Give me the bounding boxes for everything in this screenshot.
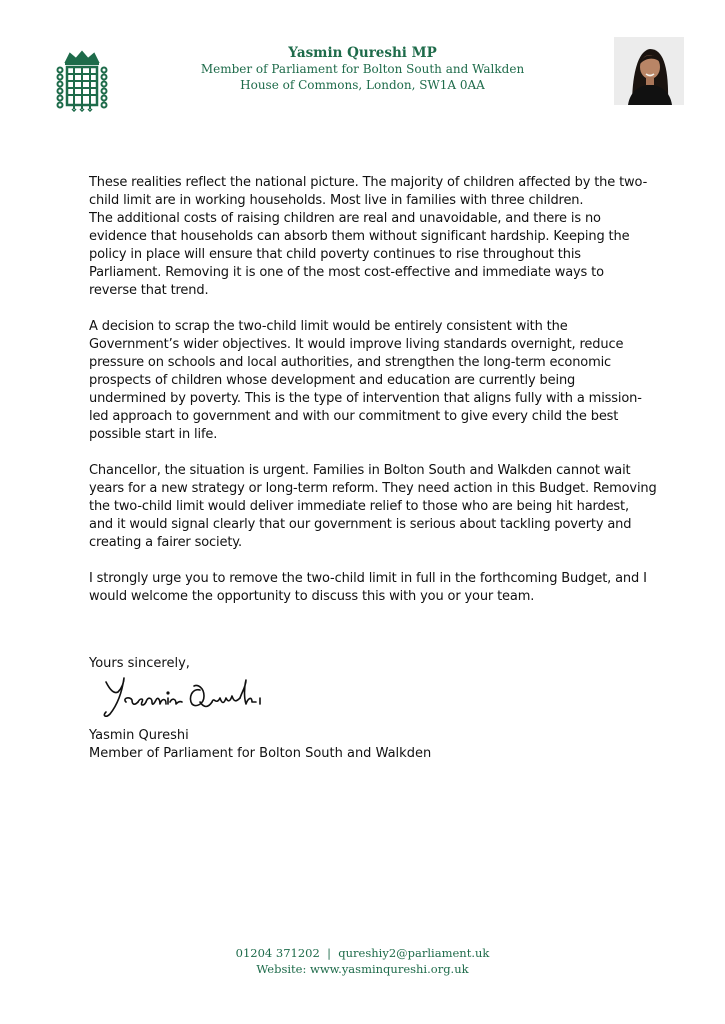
paragraph-2 xyxy=(89,318,642,444)
text-line: reverse that trend. xyxy=(89,283,209,298)
footer-website[interactable]: Website: www.yasminqureshi.org.uk xyxy=(256,962,469,976)
text-line: A decision to scrap the two-child limit would be entirely consistent with the xyxy=(89,319,568,334)
handwritten-signature xyxy=(100,668,275,726)
text-line: undermined by poverty. This is the type of intervention that aligns fully with a mission- xyxy=(89,391,642,406)
mp-role: Member of Parliament for Bolton South and Walkden xyxy=(200,62,525,76)
paragraph-1 xyxy=(89,174,648,300)
text-line: prospects of children whose development and education are currently being xyxy=(89,373,576,388)
footer-contact-line xyxy=(150,945,575,961)
text-line: Government’s wider objectives. It would improve living standards overnight, reduce xyxy=(89,337,624,352)
footer-email[interactable]: qureshiy2@parliament.uk xyxy=(338,946,490,960)
text-line: evidence that households can absorb them without significant hardship. Keeping the xyxy=(89,229,630,244)
text-line: Chancellor, the situation is urgent. Families in Bolton South and Walkden cannot wait xyxy=(89,463,631,478)
text-line: possible start in life. xyxy=(89,427,218,442)
text-line: These realities reflect the national picture. The majority of children affected by the two- xyxy=(89,175,648,190)
footer-phone: 01204 371202 xyxy=(235,946,320,960)
portcullis-icon xyxy=(56,50,108,112)
text-line: child limit are in working households. Most live in families with three children. xyxy=(89,193,584,208)
text-line: years for a new strategy or long-term reform. They need action in this Budget. Removing xyxy=(89,481,657,496)
signer-name: Yasmin Qureshi xyxy=(89,728,189,743)
text-line: Parliament. Removing it is one of the most cost-effective and immediate ways to xyxy=(89,265,604,280)
paragraph-3 xyxy=(89,462,657,552)
text-line: the two-child limit would deliver immediate relief to those who are being hit hardest, xyxy=(89,499,629,514)
text-line: creating a fairer society. xyxy=(89,535,242,550)
portrait-photo xyxy=(614,37,684,105)
text-line: would welcome the opportunity to discuss this with you or your team. xyxy=(89,589,535,604)
mp-name: Yasmin Qureshi MP xyxy=(288,45,437,61)
footer-separator: | xyxy=(327,946,331,960)
footer xyxy=(150,945,575,977)
signer-title: Member of Parliament for Bolton South and Walkden xyxy=(89,746,432,761)
text-line: policy in place will ensure that child poverty continues to rise throughout this xyxy=(89,247,581,262)
salutation: Yours sincerely, xyxy=(89,656,190,671)
text-line: The additional costs of raising children are real and unavoidable, and there is no xyxy=(89,211,601,226)
text-line: pressure on schools and local authorities, and strengthen the long-term economic xyxy=(89,355,612,370)
signer-block xyxy=(89,727,431,763)
mp-address: House of Commons, London, SW1A 0AA xyxy=(240,78,485,92)
text-line: led approach to government and with our commitment to give every child the best xyxy=(89,409,619,424)
text-line: I strongly urge you to remove the two-child limit in full in the forthcoming Budget, and I xyxy=(89,571,647,586)
text-line: and it would signal clearly that our government is serious about tackling poverty and xyxy=(89,517,632,532)
letterhead xyxy=(150,45,575,93)
letter-body xyxy=(89,174,657,624)
paragraph-4 xyxy=(89,570,647,606)
